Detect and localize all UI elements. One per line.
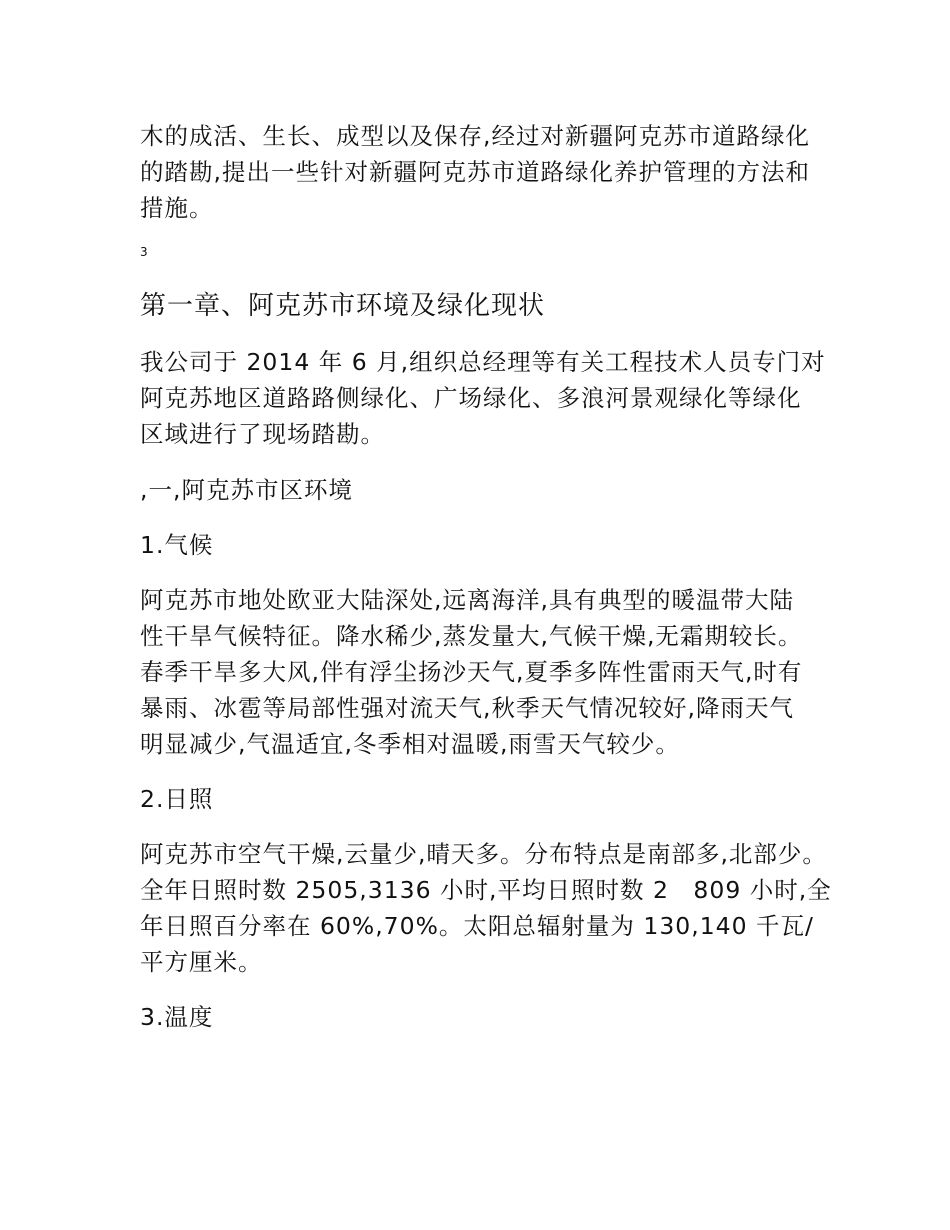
paragraph-line: 阿克苏市空气干燥,云量少,晴天多。分布特点是南部多,北部少。 — [140, 840, 827, 868]
intro-paragraph — [140, 118, 820, 226]
paragraph-line: 区域进行了现场踏勘。 — [140, 420, 385, 448]
page-number: 3 — [140, 245, 148, 259]
paragraph-line: 阿克苏市地处欧亚大陆深处,远离海洋,具有典型的暖温带大陆 — [140, 586, 794, 614]
paragraph-line: 木的成活、生长、成型以及保存,经过对新疆阿克苏市道路绿化 — [140, 122, 810, 150]
paragraph-line: 的踏勘,提出一些针对新疆阿克苏市道路绿化养护管理的方法和 — [140, 158, 810, 186]
sunshine-paragraph — [140, 836, 832, 980]
paragraph-line: 明显减少,气温适宜,冬季相对温暖,雨雪天气较少。 — [140, 730, 680, 758]
subsection-heading-climate: 1.气候 — [140, 531, 214, 559]
paragraph-line: 平方厘米。 — [140, 948, 263, 976]
survey-paragraph — [140, 344, 826, 452]
paragraph-line: 暴雨、冰雹等局部性强对流天气,秋季天气情况较好,降雨天气 — [140, 694, 794, 722]
climate-paragraph — [140, 582, 820, 762]
subsection-heading-sunshine: 2.日照 — [140, 785, 214, 813]
paragraph-line: 阿克苏地区道路路侧绿化、广场绿化、多浪河景观绿化等绿化 — [140, 384, 802, 412]
paragraph-line: 年日照百分率在 60%,70%。太阳总辐射量为 130,140 千瓦/ — [140, 912, 814, 940]
paragraph-line: 性干旱气候特征。降水稀少,蒸发量大,气候干燥,无霜期较长。 — [140, 622, 803, 650]
paragraph-line: 措施。 — [140, 194, 214, 222]
paragraph-line: 春季干旱多大风,伴有浮尘扬沙天气,夏季多阵性雷雨天气,时有 — [140, 658, 803, 686]
paragraph-line: 全年日照时数 2505,3136 小时,平均日照时数 2 809 小时,全 — [140, 876, 832, 904]
chapter-title: 第一章、阿克苏市环境及绿化现状 — [140, 291, 546, 321]
paragraph-line: 我公司于 2014 年 6 月,组织总经理等有关工程技术人员专门对 — [140, 348, 826, 376]
subsection-heading-temperature: 3.温度 — [140, 1003, 214, 1031]
section-heading-environment: ,一,阿克苏市区环境 — [140, 476, 353, 504]
